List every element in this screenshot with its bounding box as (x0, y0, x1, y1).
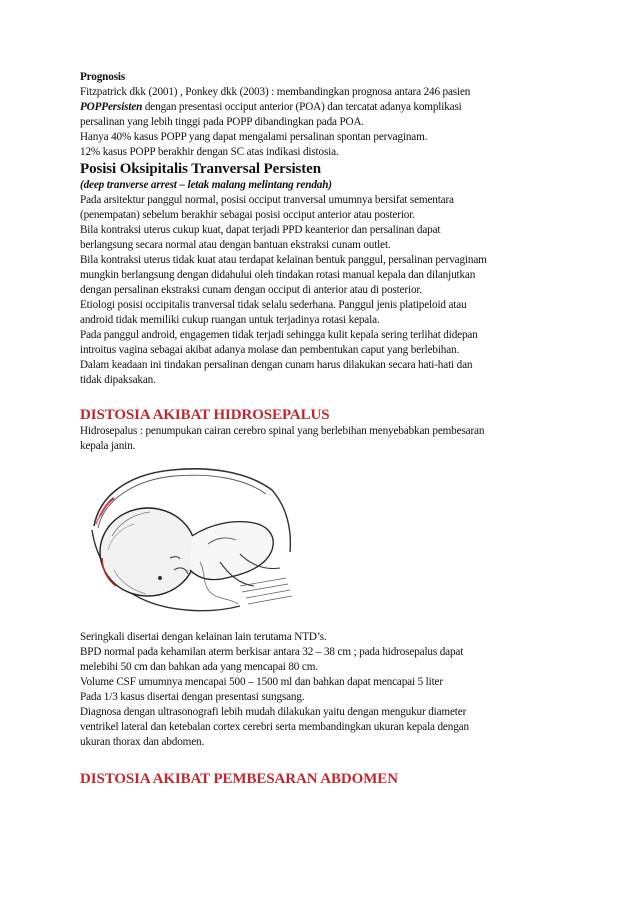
hidrosepalus-line: ukuran thorax dan abdomen. (80, 736, 205, 748)
oksipitalis-line: tidak dipaksakan. (80, 374, 156, 386)
abdomen-section (80, 770, 564, 788)
hydrocephalus-fetus-illustration (90, 466, 295, 616)
oksipitalis-line: dengan persalinan ekstraksi cunam dengan occiput di anterior atau di posterior. (80, 284, 422, 296)
abdomen-heading: DISTOSIA AKIBAT PEMBESARAN ABDOMEN (80, 771, 398, 787)
hidrosepalus-line: Diagnosa dengan ultrasonografi lebih mudah dilakukan yaitu dengan mengukur diameter (80, 706, 467, 718)
prognosis-line-2: persalinan yang lebih tinggi pada POPP dibandingkan pada POA. (80, 116, 365, 128)
oksipitalis-line: Bila kontraksi uterus tidak kuat atau terdapat kelainan bentuk panggul, persalinan pervaginam (80, 254, 487, 266)
prognosis-heading: Prognosis (80, 71, 126, 83)
oksipitalis-line: berlangsung secara normal atau dengan bantuan ekstraksi cunam outlet. (80, 239, 391, 251)
prognosis-popp-line (80, 100, 564, 115)
prognosis-section (80, 70, 564, 160)
oksipitalis-line: (penempatan) sebelum berakhir sebagai posisi occiput anterior atau posterior. (80, 209, 415, 221)
oksipitalis-subtitle: (deep tranverse arrest – letak malang melintang rendah) (80, 179, 332, 191)
popp-rest: dengan presentasi occiput anterior (POA) dan tercatat adanya komplikasi (142, 101, 462, 113)
hidrosepalus-line: Volume CSF umumnya mencapai 500 – 1500 ml dan bahkan dapat mencapai 5 liter (80, 676, 443, 688)
prognosis-line-3: Hanya 40% kasus POPP yang dapat mengalami persalinan spontan pervaginam. (80, 131, 428, 143)
oksipitalis-line: Dalam keadaan ini tindakan persalinan dengan cunam harus dilakukan secara hati-hati dan (80, 359, 473, 371)
prognosis-line-1: Fitzpatrick dkk (2001) , Ponkey dkk (2003) : membandingkan prognosa antara 246 pasien (80, 86, 471, 98)
hidrosepalus-line: ventrikel lateral dan ketebalan cortex cerebri serta membandingkan ukuran kepala dengan (80, 721, 469, 733)
oksipitalis-line: Pada arsitektur panggul normal, posisi occiput tranversal umumnya bersifat sementara (80, 194, 454, 206)
hidrosepalus-line: melebihi 50 cm dan bahkan ada yang mencapai 80 cm. (80, 661, 318, 673)
hidrosepalus-line: Pada 1/3 kasus disertai dengan presentasi sungsang. (80, 691, 305, 703)
hidrosepalus-heading: DISTOSIA AKIBAT HIDROSEPALUS (80, 407, 330, 423)
oksipitalis-heading: Posisi Oksipitalis Tranversal Persisten (80, 161, 321, 177)
hidrosepalus-line: Seringkali disertai dengan kelainan lain terutama NTD’s. (80, 631, 327, 643)
oksipitalis-line: Etiologi posisi occipitalis tranversal tidak selalu sederhana. Panggul jenis platipeloid atau (80, 299, 467, 311)
popp-emphasis: POPPersisten (80, 101, 143, 113)
oksipitalis-body (80, 193, 564, 388)
oksipitalis-line: android tidak memiliki cukup ruangan untuk terjadinya rotasi kepala. (80, 314, 380, 326)
oksipitalis-line: Pada panggul android, engagemen tidak terjadi sehingga kulit kepala sering terlihat didepan (80, 329, 478, 341)
oksipitalis-line: mungkin berlangsung dengan didahului oleh tindakan rotasi manual kepala dan dilanjutkan (80, 269, 476, 281)
document-page (80, 70, 564, 788)
hidrosepalus-intro-line: kepala janin. (80, 440, 136, 452)
hidrosepalus-intro-line: Hidrosepalus : penumpukan cairan cerebro spinal yang berlebihan menyebabkan pembesaran (80, 425, 485, 437)
oksipitalis-line: Bila kontraksi uterus cukup kuat, dapat terjadi PPD keanterior dan persalinan dapat (80, 224, 441, 236)
oksipitalis-section (80, 160, 564, 388)
hidrosepalus-line: BPD normal pada kehamilan aterm berkisar antara 32 – 38 cm ; pada hidrosepalus dapat (80, 646, 464, 658)
hidrosepalus-section (80, 406, 564, 750)
oksipitalis-line: introitus vagina sebagai akibat adanya molase dan pembentukan caput yang berlebihan. (80, 344, 460, 356)
prognosis-line-4: 12% kasus POPP berakhir dengan SC atas indikasi distosia. (80, 146, 339, 158)
